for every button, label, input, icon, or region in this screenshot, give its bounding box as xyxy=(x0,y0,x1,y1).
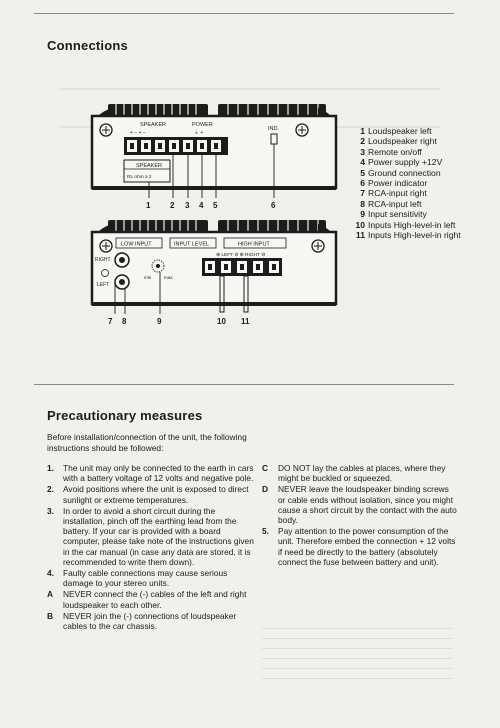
legend-item: 2 Loudspeaker right xyxy=(360,136,437,147)
legend-item: 11 Inputs High-level-in right xyxy=(355,230,461,241)
top-amplifier-base xyxy=(92,186,336,190)
list-item: 2. Avoid positions where the unit is exposed to direct sunlight or extreme temperatures. xyxy=(47,484,249,505)
callout-8: 8 xyxy=(122,317,127,326)
callout-11: 11 xyxy=(241,317,250,326)
callout-10: 10 xyxy=(217,317,226,326)
rca-left-label: LEFT xyxy=(97,282,110,288)
top-amplifier xyxy=(91,104,336,210)
legend-item: 9 Input sensitivity xyxy=(360,209,427,220)
precaution-intro: Before installation/connection of the unit, the following instructions should be followed: xyxy=(47,432,247,453)
legend-item: 4 Power supply +12V xyxy=(360,157,443,168)
top-speaker-box-sub: RL ohm ≥ 2 xyxy=(127,175,152,180)
top-terminal-marks: + − + − xyxy=(130,130,146,136)
bottom-amplifier xyxy=(91,220,336,326)
top-power-marks: ⏚ + xyxy=(194,130,204,136)
legend-item: 3 Remote on/off xyxy=(360,146,422,157)
high-input-label: HIGH INPUT xyxy=(238,241,270,248)
connections-title: Connections xyxy=(47,38,128,53)
rca-right-label: RIGHT xyxy=(95,257,111,263)
legend-item: 7 RCA-input right xyxy=(360,188,427,199)
callout-7: 7 xyxy=(108,317,113,326)
callout-4: 4 xyxy=(199,201,204,210)
list-item: 4. Faulty cable connections may cause serious damage to your stereo units. xyxy=(47,568,228,589)
callout-1: 1 xyxy=(146,201,151,210)
callout-6: 6 xyxy=(271,201,276,210)
top-power-label: POWER xyxy=(192,122,213,128)
knob-min-label: min xyxy=(144,275,152,280)
callout-2: 2 xyxy=(170,201,175,210)
legend-item: 5 Ground connection xyxy=(360,167,441,178)
component-legend xyxy=(355,126,461,240)
input-level-label: INPUT LEVEL xyxy=(174,241,210,248)
list-item: C DO NOT lay the cables at places, where they might be buckled or squeezed. xyxy=(262,463,446,484)
precaution-right-column xyxy=(262,463,458,568)
high-input-sub: ⊕ LEFT ⊖ ⊕ RIGHT ⊖ xyxy=(216,253,266,258)
list-item: B NEVER join the (-) connections of loudspeaker cables to the car chassis. xyxy=(47,610,237,632)
legend-item: 8 RCA-input left xyxy=(360,198,422,209)
bottom-amplifier-base xyxy=(92,302,336,306)
callout-3: 3 xyxy=(185,201,190,210)
top-speaker-box-label: SPEAKER xyxy=(136,163,162,169)
legend-item: 6 Power indicator xyxy=(360,178,428,189)
list-item: 1. The unit may only be connected to the earth in cars with a battery voltage of 12 volts and negative pole. xyxy=(47,463,254,484)
section-divider xyxy=(34,384,454,385)
precaution-title: Precautionary measures xyxy=(47,408,203,423)
precaution-left-column xyxy=(47,463,259,632)
knob-max-label: max xyxy=(164,275,173,280)
callout-9: 9 xyxy=(157,317,162,326)
low-input-label: LOW INPUT xyxy=(121,241,152,248)
list-item: 5. Pay attention to the power consumption of the unit. Therefore embed the connection + 12 volts if need be directly to the battery (absolutely connect the fuse between battery and unit). xyxy=(262,526,456,567)
top-rule xyxy=(34,13,454,14)
list-item: D NEVER leave the loudspeaker binding screws or cable ends without isolation, since you might cause a short circuit by the contact with the auto body. xyxy=(262,484,457,526)
legend-item: 10 Inputs High-level-in left xyxy=(355,219,456,230)
list-item: 3. In order to avoid a short circuit during the installation, pinch off the earthing lead from the battery. If your car is provided with a board computer, please take note of the instructions given in the car manual (in case any data are stored, it is recommended to write them down). xyxy=(47,505,254,567)
top-speaker-label: SPEAKER xyxy=(140,122,166,128)
callout-5: 5 xyxy=(213,201,218,210)
bleed-through-block xyxy=(262,628,452,684)
legend-item: 1 Loudspeaker left xyxy=(360,126,432,136)
ind-label: IND. xyxy=(268,126,279,132)
list-item: A NEVER connect the (-) cables of the left and right loudspeaker to each other. xyxy=(47,589,247,610)
